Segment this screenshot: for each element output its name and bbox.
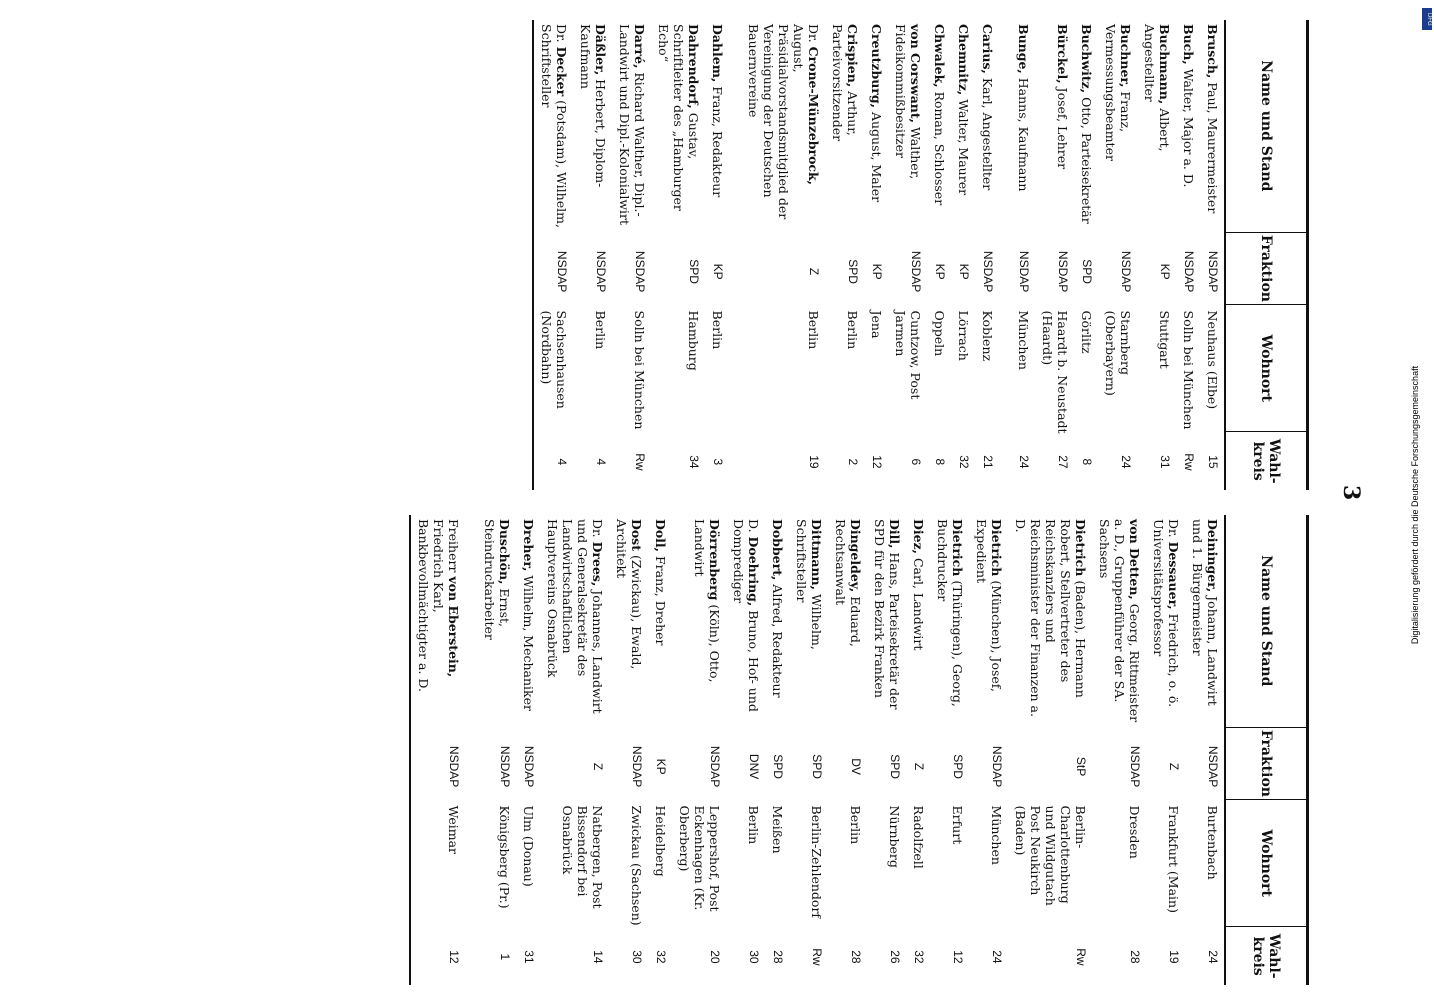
table-row (951, 20, 975, 490)
member-name-cell (893, 20, 923, 237)
wohnort-cell: Erfurt (950, 805, 965, 845)
wohnort-cell: Neuhaus (Elbe) (1205, 310, 1220, 410)
wohnort-cell: München (989, 805, 1004, 865)
wahlkreis-cell: 24 (1206, 950, 1220, 964)
fraktion-cell: KP (654, 758, 668, 775)
wohnort-cell: Zwickau (Sachsen) (629, 805, 644, 926)
member-name-cell (710, 20, 725, 237)
fraktion-cell: NSDAP (1056, 250, 1070, 293)
fraktion-cell: NSDAP (447, 745, 461, 788)
member-last-name: Dingeldey, (848, 519, 863, 593)
member-last-name: Duschön, (497, 519, 512, 585)
wohnort-cell: Berlin (710, 310, 725, 350)
member-name-cell (539, 20, 569, 237)
member-last-name: Dietrich (950, 519, 965, 577)
table-row (927, 20, 951, 490)
member-last-name: Brusch, (1205, 24, 1220, 79)
row-spacer (465, 515, 477, 985)
member-name-cell (578, 20, 608, 237)
member-name-cell (869, 20, 884, 237)
header-fraktion: Fraktion (1226, 233, 1306, 306)
fraktion-cell: NSDAP (981, 250, 995, 293)
member-details: (München), Josef, Expedient (974, 519, 1004, 692)
member-details: Wilhelm, Schriftsteller (794, 519, 824, 650)
member-details: August, Maler (869, 107, 884, 203)
member-name-cell (416, 515, 461, 732)
member-title: Dr. (590, 519, 605, 542)
table-row (864, 20, 888, 490)
member-details: Walther, Fideikommißbesitzer (893, 24, 923, 180)
wohnort-cell: Görlitz (1079, 310, 1094, 354)
left-column-table (532, 20, 1309, 490)
wahlkreis-cell: Rw (810, 948, 824, 966)
member-last-name: Carius, (980, 24, 995, 74)
member-last-name: Däßler, (593, 24, 608, 76)
wohnort-cell: Berlin (593, 310, 608, 350)
member-last-name: Doll, (653, 519, 668, 553)
table-row (1185, 515, 1224, 985)
wahlkreis-cell: 31 (1158, 455, 1172, 469)
member-last-name: Buchwitz, (1079, 24, 1094, 94)
wohnort-cell: Solln bei München (1181, 310, 1196, 430)
wahlkreis-cell: 31 (522, 950, 536, 964)
member-last-name: Buchner, (1118, 24, 1133, 88)
table-row (705, 20, 729, 490)
table-row (411, 515, 465, 985)
table-row (516, 515, 540, 985)
wohnort-cell: Natbergen, Post Bissendorf bei Osnabrück (560, 805, 605, 909)
wahlkreis-cell: 3 (711, 458, 725, 466)
wahlkreis-cell: 24 (990, 950, 1004, 964)
fraktion-cell: NSDAP (594, 250, 608, 293)
wahlkreis-cell: 15 (1206, 455, 1220, 469)
table-row (1035, 20, 1074, 490)
wohnort-cell: Hamburg (686, 310, 701, 371)
member-name-cell (617, 20, 647, 237)
wahlkreis-cell: 12 (447, 950, 461, 964)
fraktion-cell: DNV (747, 753, 761, 780)
member-name-cell (746, 20, 821, 237)
header-wohnort: Wohnort (1226, 305, 1306, 432)
member-last-name: Chemnitz, (956, 24, 971, 96)
member-name-cell (956, 20, 971, 237)
page-number: 3 (1338, 485, 1364, 501)
wohnort-cell: Koblenz (980, 310, 995, 362)
wohnort-cell: Stuttgart (1157, 310, 1172, 369)
member-details: Johannes, Landwirt und Generalsekretär des Landwirtschaftlichen Hauptvereins Osnabrück (545, 519, 605, 714)
header-wahlkreis: Wahl-kreis (1250, 933, 1282, 979)
member-last-name: Dahrendorf, (686, 24, 701, 109)
member-last-name: Dietrich (1073, 519, 1088, 577)
member-name-cell (872, 515, 902, 732)
wohnort-cell: Radolfzell (911, 805, 926, 869)
member-details: Gustav, Schriftleiter des „Hamburger Echo“ (656, 24, 701, 211)
member-name-cell (1097, 515, 1142, 732)
fraktion-cell: NSDAP (1206, 250, 1220, 293)
fraktion-cell: KP (870, 263, 884, 280)
wahlkreis-cell: 4 (555, 458, 569, 466)
table-row (540, 515, 609, 985)
member-name-cell (521, 515, 536, 732)
wahlkreis-cell: 19 (807, 455, 821, 469)
wahlkreis-cell: Rw (1074, 948, 1088, 966)
table-row (1200, 20, 1224, 490)
fraktion-cell: NSDAP (555, 250, 569, 293)
wahlkreis-cell: 8 (1080, 458, 1094, 466)
member-details: Bruno, Hof- und Domprediger (731, 519, 761, 712)
fraktion-cell: NSDAP (1128, 745, 1142, 788)
fraktion-cell: Z (591, 762, 605, 771)
table-row (609, 515, 648, 985)
header-fraktion: Fraktion (1226, 728, 1306, 801)
member-last-name: Dost (629, 519, 644, 551)
member-title: Dr. (1166, 519, 1181, 542)
fraktion-cell: NSDAP (498, 745, 512, 788)
wohnort-cell: Ulm (Donau) (521, 805, 536, 887)
wahlkreis-cell: 21 (981, 455, 995, 469)
wohnort-cell: München (1016, 310, 1031, 370)
member-details: August, Präsidialvorstandsmitglied der Vereinigung der Deutschen Bauernvereine (746, 24, 806, 220)
member-details: Albert, Angestellter (1142, 24, 1172, 152)
fraktion-cell: KP (1158, 263, 1172, 280)
fraktion-cell: KP (957, 263, 971, 280)
wahlkreis-cell: 24 (1017, 455, 1031, 469)
member-last-name: Darré, (632, 24, 647, 69)
member-details: Richard Walther, Dipl.-Landwirt und Dipl.-Kolonialwirt (617, 24, 647, 226)
table-row (672, 515, 726, 985)
table-header (1224, 515, 1309, 985)
wahlkreis-cell: 28 (1128, 950, 1142, 964)
member-details: Hans, Parteisekretär der SPD für den Bezirk Franken (872, 519, 902, 710)
member-name-cell (656, 20, 701, 237)
table-row (906, 515, 930, 985)
fraktion-cell: NSDAP (1119, 250, 1133, 293)
right-column-table (409, 515, 1309, 985)
fraktion-cell: KP (933, 263, 947, 280)
member-name-cell (770, 515, 785, 732)
member-details: Franz, Dreher (653, 552, 668, 646)
wahlkreis-cell: 32 (654, 950, 668, 964)
member-name-cell (1181, 20, 1196, 237)
header-wohnort: Wohnort (1226, 800, 1306, 927)
member-last-name: Buchmann, (1157, 24, 1172, 105)
member-name-cell (911, 515, 926, 732)
table-row (741, 20, 825, 490)
wohnort-cell: Burtenbach (1205, 805, 1220, 880)
wahlkreis-cell: 34 (687, 455, 701, 469)
member-name-cell (1013, 515, 1088, 732)
wohnort-cell: Weimar (446, 805, 461, 855)
member-last-name: Chwalek, (932, 24, 947, 88)
table-row (477, 515, 516, 985)
member-name-cell (1205, 20, 1220, 237)
member-last-name: Dobbert, (770, 519, 785, 581)
wahlkreis-cell: 12 (870, 455, 884, 469)
member-last-name: von Detten, (1127, 519, 1142, 600)
member-name-cell (833, 515, 863, 732)
fraktion-cell: Z (807, 267, 821, 276)
member-details: (Zwickau), Ewald, Architekt (614, 519, 644, 670)
member-title: Dr. (554, 24, 569, 47)
wohnort-cell: Berlin (848, 805, 863, 845)
wohnort-cell: Dresden (1127, 805, 1142, 859)
member-name-cell (1142, 20, 1172, 237)
fraktion-cell: SPD (771, 754, 785, 779)
member-last-name: Dittmann, (809, 519, 824, 590)
member-name-cell (1040, 20, 1070, 237)
digitization-credit: Digitalisierung gefördert durch die Deutsche Forschungsgemeinschaft (1410, 365, 1420, 645)
fraktion-cell: SPD (888, 754, 902, 779)
wohnort-cell: Berlin (845, 310, 860, 350)
member-name-cell (932, 20, 947, 237)
wahlkreis-cell: 32 (957, 455, 971, 469)
table-row (1146, 515, 1185, 985)
header-name: Name und Stand (1226, 20, 1306, 233)
member-title: D. (746, 519, 761, 537)
member-last-name: Dietrich (989, 519, 1004, 577)
table-body (409, 515, 1224, 985)
wahlkreis-cell: 2 (846, 458, 860, 466)
member-name-cell (614, 515, 644, 732)
table-row (1092, 515, 1146, 985)
member-details: Alfred, Redakteur (770, 580, 785, 698)
wahlkreis-cell: 26 (888, 950, 902, 964)
member-details: Friedrich, o. ö. Universitätsprofessor (1151, 519, 1181, 708)
wohnort-cell: Frankfurt (Main) (1166, 805, 1181, 913)
table-row (765, 515, 789, 985)
fraktion-cell: NSDAP (990, 745, 1004, 788)
fraktion-cell: StP (1074, 756, 1088, 777)
row-spacer (729, 20, 741, 490)
wahlkreis-cell: 27 (1056, 455, 1070, 469)
member-details: Arthur, Parteivorsitzender (830, 24, 860, 142)
wohnort-cell: Heidelberg (653, 805, 668, 877)
member-last-name: Dessauer, (1166, 541, 1181, 610)
table-row (726, 515, 765, 985)
table-row (789, 515, 828, 985)
member-last-name: Dörrenberg (707, 519, 722, 601)
member-last-name: Decker (554, 46, 569, 97)
table-row (969, 515, 1008, 985)
member-last-name: von Corswant, (908, 24, 923, 124)
fraktion-cell: NSDAP (1206, 745, 1220, 788)
member-name-cell (482, 515, 512, 732)
table-row (573, 20, 612, 490)
table-header (1224, 20, 1309, 490)
member-details: Karl, Angestellter (980, 73, 995, 191)
table-row (612, 20, 651, 490)
wahlkreis-cell: 28 (771, 950, 785, 964)
table-row (825, 20, 864, 490)
wahlkreis-cell: 30 (747, 950, 761, 964)
member-details: Herbert, Diplom-Kaufmann (578, 24, 608, 188)
table-row (975, 20, 999, 490)
fraktion-cell: Z (912, 762, 926, 771)
fraktion-cell: Z (1167, 762, 1181, 771)
wahlkreis-cell: 8 (933, 458, 947, 466)
member-last-name: Doehring, (746, 536, 761, 607)
member-title: Dr. (806, 24, 821, 47)
fraktion-cell: KP (711, 263, 725, 280)
wahlkreis-cell: Rw (633, 453, 647, 471)
member-name-cell (1016, 20, 1031, 237)
wohnort-cell: Meißen (770, 805, 785, 854)
wohnort-cell: Oppeln (932, 310, 947, 357)
wohnort-cell: Cuntzow, Post Jarmen (893, 310, 923, 400)
fraktion-cell: NSDAP (909, 250, 923, 293)
member-name-cell (545, 515, 605, 732)
member-name-cell (974, 515, 1004, 732)
member-details: Paul, Maurermeister (1205, 78, 1220, 214)
member-details: Ernst, Steindruckarbeiter (482, 519, 512, 640)
dfg-logo: DFG (1422, 8, 1432, 30)
member-details: Wilhelm, Mechaniker (521, 571, 536, 711)
wohnort-cell: Jena (869, 310, 884, 339)
member-last-name: Crispien, (845, 24, 860, 88)
member-last-name: Dill, (887, 519, 902, 549)
member-details: (Baden), Hermann Robert, Stellvertreter des Reichskanzlers und Reichsminister der Finanzen a. D. (1013, 519, 1088, 717)
member-last-name: Deininger, (1205, 519, 1220, 593)
member-last-name: Bunge, (1016, 24, 1031, 74)
member-details: Hanns, Kaufmann (1016, 73, 1031, 192)
table-row (1011, 20, 1035, 490)
fraktion-cell: SPD (1080, 259, 1094, 284)
member-last-name: Creutzburg, (869, 24, 884, 108)
wohnort-cell: Berlin-Zehlendorf (809, 805, 824, 919)
member-details: Eduard, Rechtsanwalt (833, 519, 863, 647)
wohnort-cell: Berlin-Charlottenburg und Wildgutach Post Neukirch (Baden) (1013, 805, 1088, 906)
table-row (1008, 515, 1092, 985)
member-last-name: Buch, (1181, 24, 1196, 65)
member-last-name: Bürckel, (1055, 24, 1070, 84)
table-row (534, 20, 573, 490)
wahlkreis-cell: 14 (591, 950, 605, 964)
member-details: Friedrich Karl, Bankbevollmächtigter a. D. (416, 519, 446, 692)
fraktion-cell: NSDAP (630, 745, 644, 788)
member-name-cell (1190, 515, 1220, 732)
wohnort-cell: Berlin (806, 310, 821, 350)
member-name-cell (731, 515, 761, 732)
member-last-name: von Eberstein, (446, 576, 461, 678)
table-row (888, 20, 927, 490)
row-spacer (999, 20, 1011, 490)
member-details: Carl, Landwirt (911, 554, 926, 651)
wahlkreis-cell: 32 (912, 950, 926, 964)
fraktion-cell: NSDAP (522, 745, 536, 788)
wahlkreis-cell: Rw (1182, 453, 1196, 471)
fraktion-cell: NSDAP (1182, 250, 1196, 293)
member-name-cell (677, 515, 722, 732)
wohnort-cell: Berlin (746, 805, 761, 845)
wahlkreis-cell: 30 (630, 950, 644, 964)
member-name-cell (1151, 515, 1181, 732)
table-row (1074, 20, 1098, 490)
wahlkreis-cell: 28 (849, 950, 863, 964)
member-details: Franz, Vermessungsbeamter (1103, 24, 1133, 161)
fraktion-cell: NSDAP (708, 745, 722, 788)
wahlkreis-cell: 4 (594, 458, 608, 466)
member-name-cell (1103, 20, 1133, 237)
wahlkreis-cell: 1 (498, 953, 512, 961)
member-last-name: Dreher, (521, 519, 536, 572)
member-details: Walter, Maurer (956, 95, 971, 196)
member-details: Josef, Lehrer (1055, 83, 1070, 170)
table-row (930, 515, 969, 985)
header-name: Name und Stand (1226, 515, 1306, 728)
member-last-name: Dahlem, (710, 24, 725, 83)
member-last-name: Diez, (911, 519, 926, 554)
table-row (1098, 20, 1137, 490)
member-last-name: Drees, (590, 541, 605, 587)
table-row (1137, 20, 1176, 490)
member-name-cell (653, 515, 668, 732)
member-details: (Köln), Otto, Landwirt (692, 519, 722, 683)
wohnort-cell: Solln bei München (632, 310, 647, 430)
member-details: Johann, Landwirt und 1. Bürgermeister (1190, 519, 1220, 706)
wohnort-cell: Sachsenhausen (Nordbahn) (539, 310, 569, 409)
member-details: (Thüringen), Georg, Buchdrucker (935, 519, 965, 707)
wahlkreis-cell: 19 (1167, 950, 1181, 964)
member-details: Walter, Major a. D. (1181, 64, 1196, 188)
wahlkreis-cell: 24 (1119, 455, 1133, 469)
member-name-cell (1079, 20, 1094, 237)
wohnort-cell: Leppershof, Post Eckenhagen (Kr. Oberberg) (677, 805, 722, 912)
member-title: Freiherr (446, 519, 461, 577)
wahlkreis-cell: 12 (951, 950, 965, 964)
member-name-cell (935, 515, 965, 732)
table-row (651, 20, 705, 490)
table-row (867, 515, 906, 985)
wahlkreis-cell: 6 (909, 458, 923, 466)
member-details: Franz, Redakteur (710, 82, 725, 198)
fraktion-cell: NSDAP (633, 250, 647, 293)
wahlkreis-cell: 20 (708, 950, 722, 964)
member-details: Otto, Parteisekretär (1079, 93, 1094, 224)
table-row (828, 515, 867, 985)
table-body (532, 20, 1224, 490)
member-details: Roman, Schlosser (932, 87, 947, 206)
fraktion-cell: SPD (687, 259, 701, 284)
fraktion-cell: NSDAP (1017, 250, 1031, 293)
wohnort-cell: Lörrach (956, 310, 971, 361)
fraktion-cell: SPD (951, 754, 965, 779)
member-name-cell (980, 20, 995, 237)
wohnort-cell: Starnberg (Oberbayern) (1103, 310, 1133, 396)
header-wahlkreis: Wahl-kreis (1250, 438, 1282, 484)
wohnort-cell: Königsberg (Pr.) (497, 805, 512, 909)
table-row (1176, 20, 1200, 490)
wohnort-cell: Nürnberg (887, 805, 902, 868)
table-row (648, 515, 672, 985)
fraktion-cell: SPD (846, 259, 860, 284)
wohnort-cell: Haardt b. Neustadt (Haardt) (1040, 310, 1070, 434)
member-last-name: Crone-Münzebrock, (806, 46, 821, 186)
member-name-cell (794, 515, 824, 732)
member-details: (Potsdam), Wilhelm, Schriftsteller (539, 24, 569, 228)
fraktion-cell: DV (849, 758, 863, 775)
fraktion-cell: SPD (810, 754, 824, 779)
member-name-cell (830, 20, 860, 237)
member-details: Georg, Rittmeister a. D., Gruppenführer der SA. Sachsens (1097, 519, 1142, 723)
